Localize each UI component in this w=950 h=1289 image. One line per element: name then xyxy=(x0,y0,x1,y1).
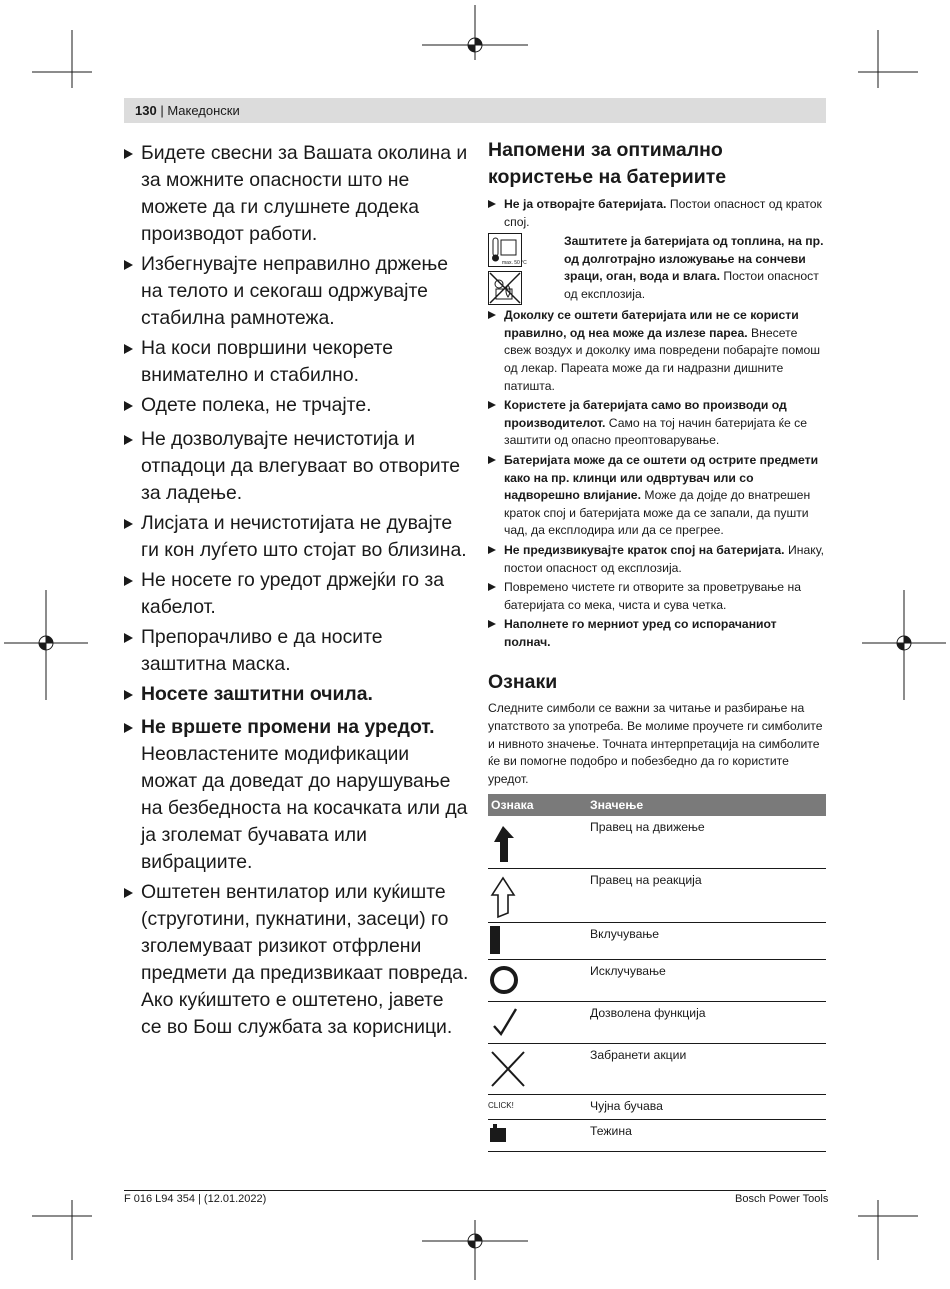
bullet-triangle-icon xyxy=(124,633,133,643)
footer-rule xyxy=(124,1190,826,1191)
symbols-intro: Следните симболи се важни за читање и разбирање на упатството за употреба. Ве молиме проучете ги симболите и нивното значење. Точната интерпретација на симболите ќе ви помогне подобро и побезбедно да го користите уредот. xyxy=(488,701,823,786)
warning-text: Постои опасност од експлозија. xyxy=(564,269,819,301)
bullet-triangle-icon xyxy=(124,690,133,700)
battery-temperature-icon xyxy=(488,233,527,267)
warning-bold-text: Заштитете ја батеријата од топлина, на пр. од долготрајно изложување на сончеви зраци, оган, вода и влага. xyxy=(564,234,824,284)
switch-on-bar-icon xyxy=(488,926,508,956)
list-item xyxy=(124,510,469,564)
bullet-triangle-icon xyxy=(124,344,133,354)
bullet-triangle-icon xyxy=(488,546,496,554)
bullet-text: Внесете свеж воздух и доколку има повредени побарајте помош од лекар. Пареата може да ги надразни дишните патишта. xyxy=(504,325,821,393)
no-sun-fire-water-icon xyxy=(488,271,522,305)
movement-direction-arrow-icon xyxy=(488,822,518,864)
bullet-triangle-icon xyxy=(124,435,133,445)
page-language: Македонски xyxy=(167,103,240,118)
list-item xyxy=(488,452,826,540)
section-heading-symbols: Ознаки xyxy=(488,671,558,694)
table-row xyxy=(488,869,826,923)
table-row xyxy=(488,1095,826,1120)
bullet-text: На коси површини чекорете внимателно и стабилно. xyxy=(141,337,394,386)
bullet-triangle-icon xyxy=(488,456,496,464)
table-header-row xyxy=(488,794,826,816)
bullet-text: Не носете го уредот држејќи го за кабелот. xyxy=(141,569,445,618)
table-row xyxy=(488,1002,826,1044)
click-text-icon: CLICK! xyxy=(488,1095,587,1120)
list-item xyxy=(124,714,469,876)
cross-icon xyxy=(488,1048,528,1090)
meaning-cell: Чујна бучава xyxy=(587,1095,826,1120)
footer-brand: Bosch Power Tools xyxy=(735,1193,829,1205)
list-item xyxy=(124,251,469,332)
column-header: Значење xyxy=(587,794,826,816)
bullet-text: Лисјата и нечистотијата не дувајте ги кон луѓето што стојат во близина. xyxy=(141,512,467,561)
bullet-triangle-icon xyxy=(124,260,133,270)
list-item xyxy=(124,426,469,507)
bullet-text: Само на тој начин батеријата ќе се заштити од опасно преоптоварување. xyxy=(504,415,807,448)
page-header: 130 | Македонски xyxy=(135,103,240,118)
column-header: Ознака xyxy=(488,794,587,816)
bullet-bold-text: Доколку се оштети батеријата или не се користи правилно, од неа може да излезе пареа. xyxy=(504,308,799,340)
list-item xyxy=(124,140,469,248)
bullet-text: Неовластените модификации можат да доведат до нарушување на безбедноста на косачката или да ја зголемат бучавата или вибрациите. xyxy=(141,743,468,873)
bullet-triangle-icon xyxy=(488,401,496,409)
bullet-text: Може да дојде до внатрешен краток спој и батеријата може да се запали, да пушти чад, да експлодира или да се прегрее. xyxy=(504,488,811,538)
bullet-triangle-icon xyxy=(124,888,133,898)
meaning-cell: Правец на реакција xyxy=(587,869,826,923)
list-item xyxy=(488,196,826,231)
list-item xyxy=(124,335,469,389)
bullet-triangle-icon xyxy=(124,519,133,529)
page-number: 130 xyxy=(135,103,157,118)
right-column xyxy=(488,137,826,1152)
meaning-cell: Дозволена функција xyxy=(587,1002,826,1044)
meaning-cell: Вклучување xyxy=(587,923,826,960)
table-row xyxy=(488,1044,826,1095)
bullet-text: Повремено чистете ги отворите за проветрување на батеријата со мека, чиста и сува четка. xyxy=(504,580,801,612)
bullet-triangle-icon xyxy=(488,311,496,319)
bullet-triangle-icon xyxy=(124,401,133,411)
bullet-text: Одете полека, не трчајте. xyxy=(141,394,372,416)
switch-off-circle-icon xyxy=(488,964,522,998)
bullet-triangle-icon xyxy=(124,149,133,159)
bullet-bold-text: Не предизвикувајте краток спој на батеријата. xyxy=(504,542,785,557)
table-row xyxy=(488,1120,826,1152)
list-item xyxy=(488,542,826,577)
footer-document-id: F 016 L94 354 | (12.01.2022) xyxy=(124,1193,267,1205)
meaning-cell: Исклучување xyxy=(587,960,826,1002)
list-item xyxy=(124,624,469,678)
symbols-table xyxy=(488,794,826,1152)
bullet-triangle-icon xyxy=(488,583,496,591)
weight-icon xyxy=(488,1124,512,1148)
list-item xyxy=(124,879,469,1041)
bullet-bold-text: Носете заштитни очила. xyxy=(141,683,373,705)
bullet-text: Препорачливо е да носите заштитна маска. xyxy=(141,626,383,675)
table-row xyxy=(488,816,826,869)
list-item xyxy=(488,579,826,614)
bullet-bold-text: Не ја отворајте батеријата. xyxy=(504,197,667,211)
list-item xyxy=(488,307,826,395)
bullet-bold-text: Користете ја батеријата само во производи од производителот. xyxy=(504,398,787,430)
bullet-text: Не дозволувајте нечистотија и отпадоци да влегуваат во отворите за ладење. xyxy=(141,428,461,504)
reaction-direction-arrow-icon xyxy=(488,875,518,919)
bullet-text: Бидете свесни за Вашата околина и за можните опасности што не можете да ги слушнете додека производот работи. xyxy=(141,142,468,245)
bullet-bold-text: Не вршете промени на уредот. xyxy=(141,716,435,738)
table-row xyxy=(488,960,826,1002)
bullet-triangle-icon xyxy=(124,723,133,733)
bullet-bold-text: Наполнете го мерниот уред со испорачаниот полнач. xyxy=(504,617,777,649)
checkmark-icon xyxy=(488,1006,522,1040)
bullet-triangle-icon xyxy=(488,200,496,208)
list-item xyxy=(488,397,826,450)
bullet-triangle-icon xyxy=(488,620,496,628)
bullet-triangle-icon xyxy=(124,576,133,586)
left-column xyxy=(124,140,469,1041)
bullet-text: Избегнувајте неправилно држење на телото и секогаш одржувајте стабилна рамнотежа. xyxy=(141,253,449,329)
bullet-bold-text: Батеријата може да се оштети од острите предмети како на пр. клинци или одвртувач или со надворешно влијание. xyxy=(504,452,819,503)
meaning-cell: Правец на движење xyxy=(587,816,826,869)
list-item xyxy=(124,392,469,419)
list-item xyxy=(488,616,826,651)
bullet-text: Инаку, постои опасност од експлозија. xyxy=(504,542,824,575)
bullet-text: Оштетен вентилатор или куќиште (струготини, пукнатини, засеци) го зголемуваат ризикот отфрлени предмети да предизвикаат повреда. Ако куќиштето е оштетено, јавете се во Бош службата за корисници. xyxy=(141,881,469,1038)
list-item xyxy=(124,567,469,621)
table-row xyxy=(488,923,826,960)
section-heading-battery: Напомени за оптимално користење на батериите xyxy=(488,139,727,188)
temperature-label: max. 50 °C xyxy=(502,260,527,267)
list-item xyxy=(124,681,469,708)
heat-warning-block xyxy=(488,233,826,305)
meaning-cell: Тежина xyxy=(587,1120,826,1152)
bullet-text: Постои опасност од краток спој. xyxy=(504,197,822,229)
meaning-cell: Забранети акции xyxy=(587,1044,826,1095)
